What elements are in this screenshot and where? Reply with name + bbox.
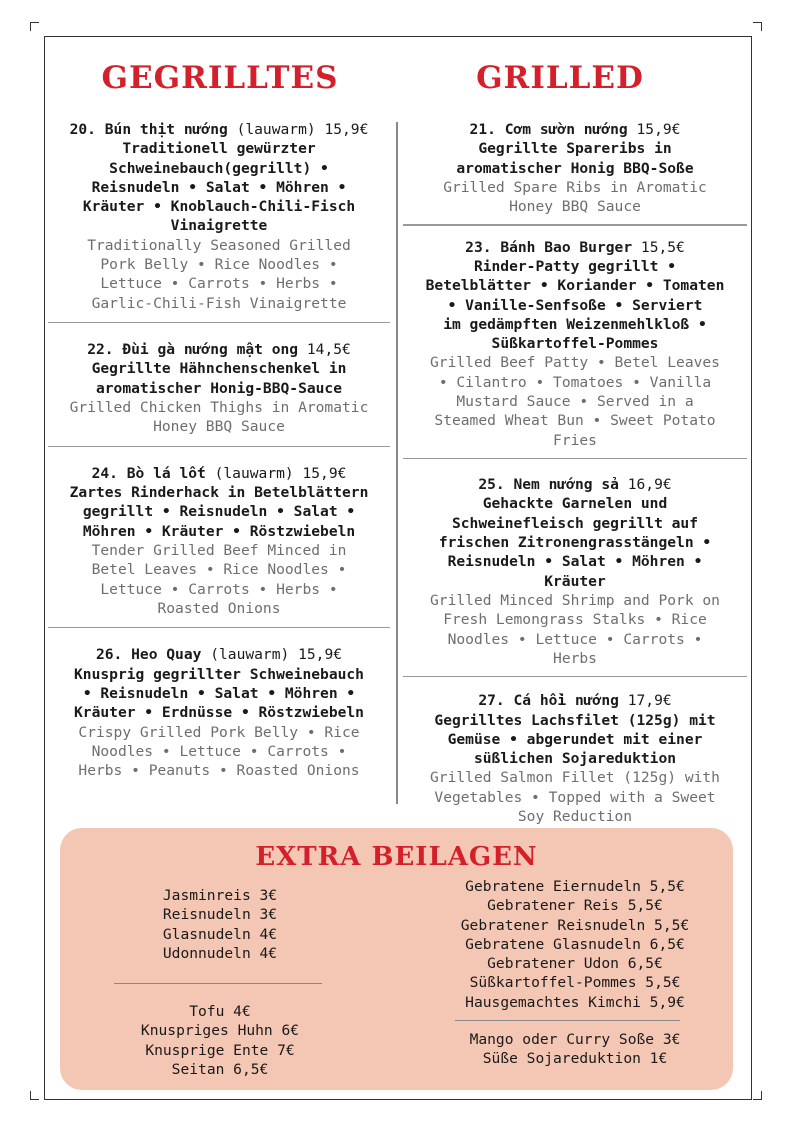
menu-item-description-en: Steamed Wheat Bun • Sweet Potato: [434, 412, 716, 430]
menu-item-price: 15,5€: [640, 238, 685, 256]
item-separator: [403, 676, 747, 677]
menu-item: [403, 120, 747, 216]
extra-item: Knuspriges Huhn 6€: [140, 1022, 300, 1040]
menu-item-title: [403, 120, 747, 139]
menu-item-price: 15,9€: [302, 464, 347, 482]
menu-item-description-de: Gehackte Garnelen und: [482, 495, 668, 513]
menu-item-description-de: aromatischer Honig-BBQ-Sauce: [95, 379, 342, 397]
menu-item: [48, 120, 390, 313]
menu-item-description-en: Soy Reduction: [517, 808, 633, 826]
extra-item: Mango oder Curry Soße 3€: [469, 1031, 681, 1048]
menu-item-note: (lauwarm): [210, 646, 290, 664]
menu-item-description-en: Pork Belly • Rice Noodles •: [100, 256, 338, 274]
heading-english: GRILLED: [476, 60, 644, 96]
menu-item-description-en: Vegetables • Topped with a Sweet: [434, 788, 716, 806]
item-separator: [403, 224, 747, 225]
menu-item: [48, 340, 390, 436]
menu-item-number: 22.: [87, 341, 114, 359]
menu-item-number: 21.: [469, 121, 496, 138]
menu-item: [48, 645, 390, 780]
frame-corner-ornament: [30, 22, 39, 31]
menu-item-price: 15,9€: [324, 121, 369, 138]
extra-item: Gebratener Reis 5,5€: [487, 897, 663, 915]
menu-item-description-de: Gegrillte Hähnchenschenkel in: [91, 360, 347, 378]
menu-item-description-de: Möhren • Kräuter • Röstzwiebeln: [82, 522, 356, 540]
menu-item-description-de: Rinder-Patty gegrillt •: [473, 257, 677, 275]
extra-list-noodles-rice: [120, 886, 320, 963]
menu-item-description-en: Grilled Spare Ribs in Aromatic: [443, 178, 707, 196]
menu-item-description-en: Garlic-Chili-Fish Vinaigrette: [91, 294, 347, 312]
menu-item-name: Đùi gà nướng mật ong: [122, 341, 299, 359]
extra-item: Süßkartoffel-Pommes 5,5€: [469, 974, 681, 992]
menu-item-description-en: Roasted Onions: [157, 599, 281, 617]
menu-item-description-de: frischen Zitronengrasstängeln •: [438, 534, 712, 552]
menu-item-title: [403, 691, 747, 710]
menu-item-description-en: Noodles • Lettuce • Carrots •: [91, 742, 347, 760]
menu-item-description-en: Herbs: [553, 649, 597, 667]
extra-item: Jasminreis 3€: [162, 887, 278, 904]
extra-item: Hausgemachtes Kimchi 5,9€: [465, 993, 685, 1011]
menu-item-price: 17,9€: [627, 692, 672, 710]
menu-item-description-de: Zartes Rinderhack in Betelblättern: [69, 484, 369, 502]
menu-item-number: 24.: [91, 464, 118, 482]
menu-item-name: Cá hồi nướng: [513, 692, 619, 710]
menu-item-description-de: Reisnudeln • Salat • Möhren •: [447, 553, 703, 571]
item-separator: [48, 627, 390, 628]
menu-item-description-en: Honey BBQ Sauce: [509, 198, 641, 216]
left-menu-column: [48, 120, 390, 780]
frame-corner-ornament: [753, 22, 762, 31]
menu-item-description-de: Reisnudeln • Salat • Möhren •: [91, 178, 347, 196]
extra-item: Tofu 4€: [189, 1003, 251, 1020]
menu-item-description-en: Lettuce • Carrots • Herbs •: [100, 580, 338, 598]
menu-item-description-en: Traditionally Seasoned Grilled: [87, 236, 351, 254]
extra-item: Gebratener Udon 6,5€: [487, 955, 663, 973]
menu-item-description-de: Traditionell gewürzter: [122, 140, 316, 158]
menu-item-description-en: Fries: [553, 431, 597, 449]
menu-item-name: Heo Quay: [131, 646, 202, 664]
frame-corner-ornament: [30, 1091, 39, 1100]
menu-item-title: [48, 120, 390, 139]
extra-item: Reisnudeln 3€: [162, 906, 278, 924]
extra-divider: [455, 1020, 680, 1021]
item-separator: [48, 446, 390, 447]
menu-item-description-en: Fresh Lemongrass Stalks • Rice: [443, 611, 707, 629]
menu-item-name: Nem nướng sả: [513, 476, 619, 494]
menu-item-description-en: Grilled Minced Shrimp and Pork on: [430, 591, 720, 609]
menu-item-description-en: Crispy Grilled Pork Belly • Rice: [78, 723, 360, 741]
menu-item-description-de: • Vanille-Senfsoße • Serviert: [447, 296, 703, 314]
menu-item-description-en: Honey BBQ Sauce: [153, 418, 285, 436]
menu-item-number: 25.: [478, 476, 505, 494]
menu-item-price: 15,9€: [298, 646, 343, 664]
menu-item-price: 14,5€: [306, 341, 351, 359]
extra-item: Udonnudeln 4€: [162, 944, 278, 962]
menu-item-description-en: • Cilantro • Tomatoes • Vanilla: [438, 373, 712, 391]
extra-item: Knusprige Ente 7€: [145, 1041, 295, 1059]
menu-item-number: 23.: [465, 238, 492, 256]
item-separator: [403, 458, 747, 459]
menu-item-description-de: Kräuter: [544, 572, 606, 590]
right-menu-column: [403, 120, 747, 826]
menu-item-description-en: Herbs • Peanuts • Roasted Onions: [78, 762, 360, 780]
menu-item: [403, 691, 747, 826]
menu-item-description-de: • Reisnudeln • Salat • Möhren •: [82, 684, 356, 702]
menu-item-description-de: Kräuter • Knoblauch-Chili-Fisch: [82, 198, 356, 216]
frame-corner-ornament: [753, 1091, 762, 1100]
menu-item-description-de: Schweinefleisch gegrillt auf: [451, 514, 698, 532]
menu-item-note: (lauwarm): [236, 121, 316, 138]
menu-item-description-de: süßlichen Sojareduktion: [473, 750, 677, 768]
column-divider: [396, 122, 398, 804]
menu-item-description-en: Grilled Chicken Thighs in Aromatic: [69, 399, 369, 417]
extra-list-proteins: [110, 1002, 330, 1079]
extra-list-fried: [430, 877, 720, 1012]
menu-item-description-de: Knusprig gegrillter Schweinebauch: [74, 665, 364, 683]
menu-item-description-en: Grilled Beef Patty • Betel Leaves: [430, 354, 720, 372]
menu-item-note: (lauwarm): [214, 464, 294, 482]
extra-item: Seitan 6,5€: [171, 1060, 269, 1078]
menu-item-description-de: Vinaigrette: [170, 217, 268, 235]
item-separator: [48, 322, 390, 323]
menu-item-description-en: Grilled Salmon Fillet (125g) with: [430, 769, 720, 787]
menu-item-title: [48, 340, 390, 359]
menu-item-name: Bánh Bao Burger: [500, 238, 633, 256]
extra-item: Glasnudeln 4€: [162, 925, 278, 943]
extra-sides-title: EXTRA BEILAGEN: [255, 842, 538, 872]
menu-item-description-de: Kräuter • Erdnüsse • Röstzwiebeln: [74, 704, 364, 722]
extra-divider: [114, 983, 322, 984]
menu-item-description-de: Gegrilltes Lachsfilet (125g) mit: [434, 711, 716, 729]
menu-item-title: [48, 464, 390, 483]
menu-item-description-de: Süßkartoffel-Pommes: [491, 335, 659, 353]
extra-item: Gebratener Reisnudeln 5,5€: [460, 916, 690, 934]
extra-list-sauces: [430, 1030, 720, 1069]
menu-item-title: [48, 645, 390, 664]
menu-item-description-en: Tender Grilled Beef Minced in: [91, 542, 347, 560]
menu-item-price: 16,9€: [627, 476, 672, 494]
menu-item-name: Bò lá lốt: [126, 464, 206, 482]
menu-item-price: 15,9€: [636, 121, 681, 138]
extra-item: Gebratene Eiernudeln 5,5€: [465, 878, 685, 895]
menu-item-title: [403, 475, 747, 494]
menu-item-name: Bún thịt nướng: [104, 121, 228, 138]
extra-item: Süße Sojareduktion 1€: [482, 1050, 668, 1068]
menu-item-description-de: Gegrillte Spareribs in: [478, 140, 672, 158]
menu-item-description-de: im gedämpften Weizenmehlkloß •: [443, 315, 707, 333]
menu-item-description-de: Betelblätter • Koriander • Tomaten: [425, 277, 725, 295]
menu-item-description-de: Schweinebauch(gegrillt) •: [109, 159, 329, 177]
menu-item-title: [403, 238, 747, 257]
menu-item-description-en: Betel Leaves • Rice Noodles •: [91, 561, 347, 579]
menu-item-description-de: Gemüse • abgerundet mit einer: [447, 730, 703, 748]
menu-item: [403, 475, 747, 668]
menu-item-name: Cơm sườn nướng: [504, 121, 628, 138]
menu-item-number: 27.: [478, 692, 505, 710]
menu-item-description-de: gegrillt • Reisnudeln • Salat •: [82, 503, 356, 521]
heading-german: GEGRILLTES: [101, 60, 339, 96]
menu-item: [403, 238, 747, 450]
menu-item: [48, 464, 390, 618]
menu-item-description-en: Lettuce • Carrots • Herbs •: [100, 275, 338, 293]
menu-item-description-en: Mustard Sauce • Served in a: [456, 393, 694, 411]
menu-item-description-en: Noodles • Lettuce • Carrots •: [447, 630, 703, 648]
menu-item-number: 26.: [95, 646, 123, 664]
extra-item: Gebratene Glasnudeln 6,5€: [465, 935, 685, 953]
menu-item-number: 20.: [69, 121, 96, 138]
menu-item-description-de: aromatischer Honig BBQ-Soße: [456, 159, 694, 177]
